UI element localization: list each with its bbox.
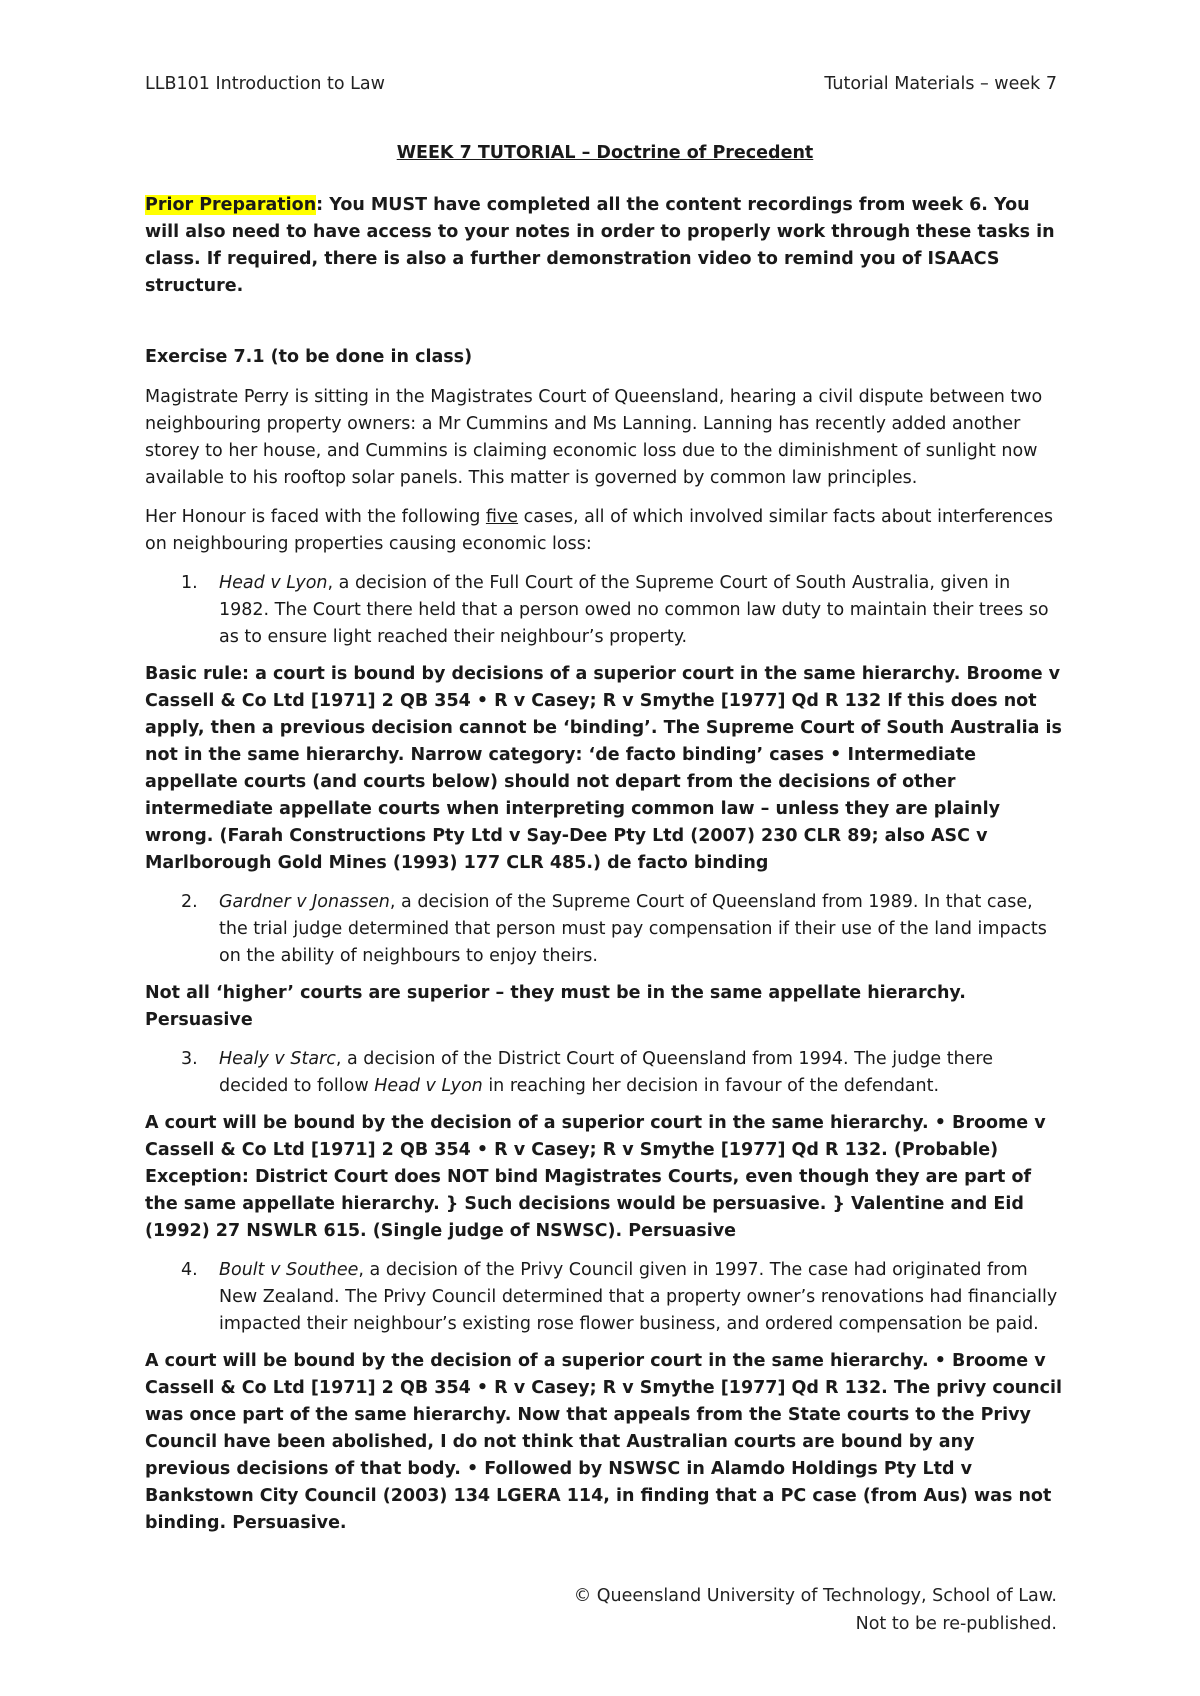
case-name: Boult v Southee [219,1260,359,1280]
case-description: , a decision of the Full Court of the Supreme Court of South Australia, given in 1982. The Court there held that a person owed no common law duty to maintain their trees so as to ensure light reached their neighbour’s property. [219,573,1049,647]
header-course: LLB101 Introduction to Law [145,74,385,94]
case-description: , a decision of the Privy Council given in 1997. The case had originated from New Zealand. The Privy Council determined that a property owner’s renovations had financially impacted their neighbour’s existing rose flower business, and ordered compensation be paid. [219,1260,1058,1334]
faced-underlined: five [485,507,519,527]
case-number: 2. [181,892,198,912]
case-answer-2: Not all ‘higher’ courts are superior – they must be in the same appellate hierarchy. Persuasive [145,983,966,1030]
case-answer-4: A court will be bound by the decision of a superior court in the same hierarchy. • Broome v Cassell & Co Ltd [1971] 2 QB 354 • R v Casey; R v Smythe [1977] Qd R 132. The privy council was once part of the same hierarchy. Now that appeals from the State courts to the Privy Council have been abolished, I do not think that Australian courts are bound by any previous decisions of that body. • Followed by NSWSC in Alamdo Holdings Pty Ltd v Bankstown City Council (2003) 134 LGERA 114, in finding that a PC case (from Aus) was not binding. Persuasive. [145,1351,1062,1533]
footer-notice: Not to be re-published. [855,1614,1057,1634]
case-number: 4. [181,1260,198,1280]
prior-preparation-label: Prior Preparation [145,195,317,215]
case-item-1 [145,570,1065,651]
faced-before: Her Honour is faced with the following [145,507,486,527]
case-name: Gardner v Jonassen [219,892,390,912]
case-item-2 [145,889,1065,970]
exercise-faced [145,504,1065,558]
header-materials: Tutorial Materials – week 7 [824,74,1057,94]
case-description-end: in reaching her decision in favour of the defendant. [482,1076,940,1096]
page-footer [574,1582,1057,1638]
case-item-3 [145,1046,1065,1100]
faced-after: cases, all of which involved similar facts about interferences on neighbouring properties causing economic loss: [145,507,1053,554]
prior-preparation [145,192,1065,300]
exercise-intro: Magistrate Perry is sitting in the Magistrates Court of Queensland, hearing a civil dispute between two neighbouring property owners: a Mr Cummins and Ms Lanning. Lanning has recently added another storey to her house, and Cummins is claiming economic loss due to the diminishment of sunlight now available to his rooftop solar panels. This matter is governed by common law principles. [145,387,1043,488]
case-reference: Head v Lyon [374,1076,483,1096]
case-description: , a decision of the Supreme Court of Queensland from 1989. In that case, the trial judge determined that person must pay compensation if their use of the land impacts on the ability of neighbours to enjoy theirs. [219,892,1047,966]
page-header [145,74,1057,102]
case-description: , a decision of the District Court of Queensland from 1994. The judge there decided to follow [219,1049,993,1096]
footer-copyright: © Queensland University of Technology, School of Law. [573,1586,1057,1606]
page-title: WEEK 7 TUTORIAL – Doctrine of Precedent [396,143,814,163]
case-name: Head v Lyon [219,573,328,593]
case-number: 1. [181,573,198,593]
case-name: Healy v Starc [219,1049,336,1069]
exercise-heading: Exercise 7.1 (to be done in class) [145,347,473,367]
case-number: 3. [181,1049,198,1069]
prior-preparation-text: : You MUST have completed all the content recordings from week 6. You will also need to have access to your notes in order to properly work through these tasks in class. If required, there is also a further demonstration video to remind you of ISAACS structure. [145,195,1055,296]
page-content [145,140,1065,1549]
case-item-4 [145,1257,1065,1338]
case-answer-3: A court will be bound by the decision of a superior court in the same hierarchy. • Broome v Cassell & Co Ltd [1971] 2 QB 354 • R v Casey; R v Smythe [1977] Qd R 132. (Probable) Exception: District Court does NOT bind Magistrates Courts, even though they are part of the same appellate hierarchy. } Such decisions would be persuasive. } Valentine and Eid (1992) 27 NSWLR 615. (Single judge of NSWSC). Persuasive [145,1113,1046,1241]
case-answer-1: Basic rule: a court is bound by decisions of a superior court in the same hierarchy. Broome v Cassell & Co Ltd [1971] 2 QB 354 • R v Casey; R v Smythe [1977] Qd R 132 If this does not apply, then a previous decision cannot be ‘binding’. The Supreme Court of South Australia is not in the same hierarchy. Narrow category: ‘de facto binding’ cases • Intermediate appellate courts (and courts below) should not depart from the decisions of other intermediate appellate courts when interpreting common law – unless they are plainly wrong. (Farah Constructions Pty Ltd v Say-Dee Pty Ltd (2007) 230 CLR 89; also ASC v Marlborough Gold Mines (1993) 177 CLR 485.) de facto binding [145,664,1062,873]
